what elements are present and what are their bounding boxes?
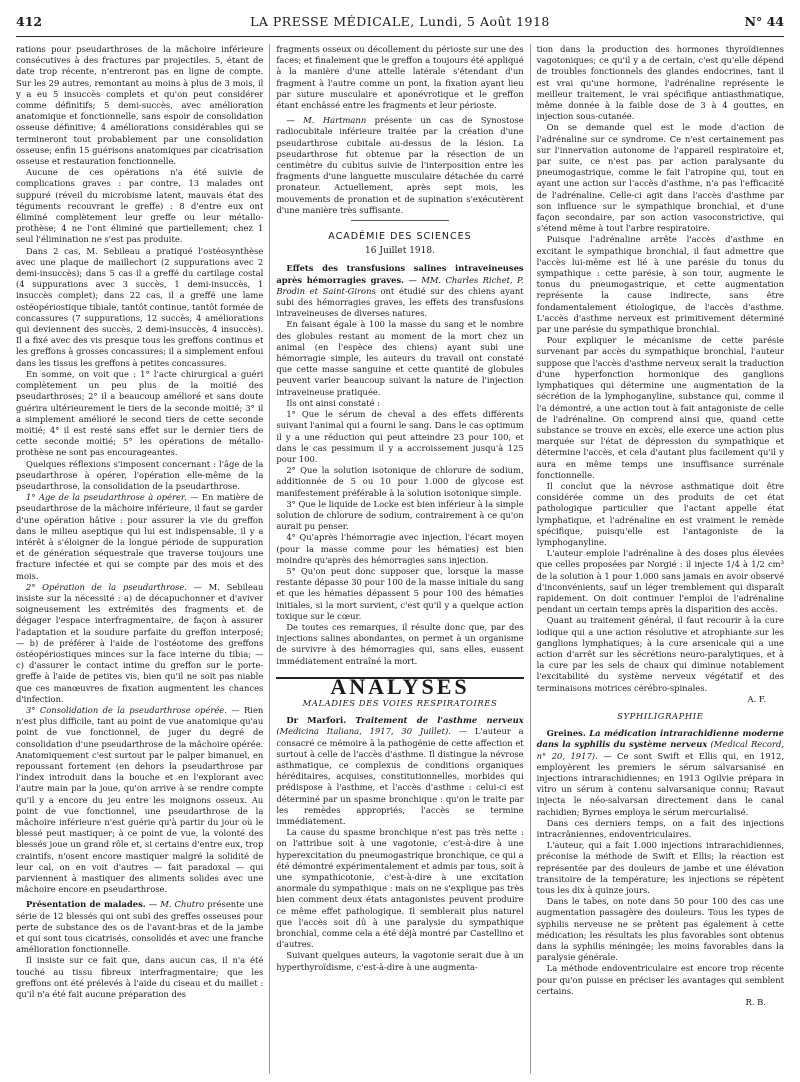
column-right <box>530 44 784 1074</box>
paragraph-text: — Rien n'est plus difficile, tant au point de vue anatomique qu'au point de vue fonctionnel, de juger du degré de consolidation d'une pseudarthrose de la mâchoire opérée. Anatomiquement c'est surtout par le palper bimanuel, en repoussant fortement (en dehors la pseudarthrose par l'index introduit dans la bouche et en l'explorant avec l'autre main par la joue, qu'on arrive à se rendre compte qu'il y a encore du jeu entre les moignons osseux. Au point de vue fonctionnel, une pseudarthrose de la mâchoire inférieure n'est guérie qu'à partir du jour où le blessé peut mastiquer; à ce point de vue, la volonté des blessés joue un grand rôle et, si certains d'entre eux, trop craintifs, n'osent encore mastiquer malgré la solidité de leur cal, on en voit d'autres — fait paradoxal — qui parviennent à mastiquer des aliments solides avec une mâchoire encore en pseudarthrose. <box>16 704 264 895</box>
paragraph: 5° Qu'on peut donc supposer que, lorsque la masse restante dépasse 30 pour 100 de la masse initiale du sang et que les hématies dépassent 5 pour 100 des hématies initiales, si la mort survient, c'est qu'il y a quelque action toxique sur le cœur. <box>276 565 524 621</box>
paragraph: Pour expliquer le mécanisme de cette parésie survenant par accès du sympathique bronchial, l'auteur suppose que l'accès d'asthme nerveux serait la traduction d'une hyperfonction hormonique des ganglions lymphatiques qui détermine une augmentation de la sécrétion de la lymphoganyline, substance qui, comme il l'a démontré, a une action tout à fait antagoniste de celle de l'adrénaline. On comprend ainsi que, quand cette substance se trouve en excès, elle exerce une action plus marquée sur l'état de dépression du sympathique et détermine l'accès, et cela d'autant plus facilement qu'il y aura en même temps une insuffisance surrénale fonctionnelle. <box>536 335 784 480</box>
journal-masthead: LA PRESSE MÉDICALE, Lundi, 5 Août 1918 <box>250 14 550 29</box>
paragraph-text: présente une série de 12 blessés qui ont subi des greffes osseuses pour perte de substance des os de l'avant-bras et de la jambe et qui sont tous cicatrisés, consolidés et avec une franche amélioration fonctionnelle. <box>16 899 264 955</box>
paragraph: La cause du spasme bronchique n'est pas très nette : on l'attribue soit à une vagotonie, c'est-à-dire à une hyperexcitation du pneumogastrique bronchique, ce qui a été démontré expérimentalement et admis par tous, soit à une sympathicotonie, c'est-à-dire à une excitation anormale du sympathique : mais on ne s'explique pas très bien comment deux états antagonistes peuvent produire ce même effet pathologique. Il semblerait plus naturel que l'accès soit dû à une paralysie du sympathique bronchial, comme cela a été déjà montré par Castellino et d'autres. <box>276 827 524 950</box>
paragraph: Dans 2 cas, M. Sebileau a pratiqué l'ostéosynthèse avec une plaque de maillechort (2 suppurations avec 2 demi-insuccès); dans 5 cas il a greffé du cartilage costal (4 suppurations avec 3 succès, 1 demi-insuccès, 1 insuccès complet); dans 22 cas, il a greffé une lame ostéopériostique tibiale, tantôt continue, tantôt formée de concassures (7 suppurations, 12 succès, 4 améliorations qui deviennent des succès, 2 demi-insuccès, 4 insuccès). Il a fixé avec des vis presque tous les greffons continus et les greffons à grosses concassures; il a simplement enfoui dans les tissus les greffons à petites concassures. <box>16 245 264 368</box>
paragraph: fragments osseux ou décollement du périoste sur une des faces; et finalement que le greffon a toujours été appliqué à la manière d'une attelle latérale s'étendant d'un fragment à l'autre comme un pont, la fixation ayant lieu par suture musculaire et aponévrotique et le greffon étant enchâssé entre les fragments et leur périoste. <box>276 44 524 111</box>
paragraph <box>537 728 784 818</box>
section-title: ACADÉMIE DES SCIENCES <box>328 231 472 243</box>
text-columns <box>16 44 784 1074</box>
paragraph: Puisque l'adrénaline arrête l'accès d'asthme en excitant le sympathique bronchial, il faut admettre que l'accès lui-même est lié à une parésie du tonus du sympathique : cette parésie, à son tour, augmente le tonus du pneumogastrique, et cette augmentation représente la cause indirecte, sans être fondamentalement étiologique, de l'accès d'asthme. L'accès d'asthme nerveux est primitivement déterminé par une parésie du sympathique bronchial. <box>536 234 784 335</box>
paragraph: L'auteur emploie l'adrénaline à des doses plus élevées que celles proposées par Norgié : il injecte 1/4 à 1/2 cm³ de la solution à 1 pour 1.000 sans jamais en avoir observé d'inconvénients, sauf un léger tremblement qui disparaît rapidement. On doit continuer l'emploi de l'adrénaline pendant un certain temps après la disparition des accès. <box>536 548 784 615</box>
column-middle <box>269 44 523 1074</box>
author-name: — M. Hartmann <box>286 115 367 126</box>
paragraph: rations pour pseudarthroses de la mâchoire inférieure consécutives à des fractures par projectiles. 5, étant de date trop récente, n'entreront pas en ligne de compte. Sur les 29 autres, remontant au moins à plus de 3 mois, il y a eu 5 insuccès complets et qu'on peut considérer comme définitifs; 5 demi-succès, avec amélioration anatomique et fonctionnelle, sans espoir de consolidation osseuse définitive; 4 améliorations considérables qui se termineront tout probablement par une consolidation osseuse; enfin 15 guérisons anatomiques par cicatrisation osseuse et restauration fonctionnelle. <box>16 44 264 167</box>
paragraph <box>16 705 263 895</box>
article-title: La médication intrarachidienne moderne dans la syphilis du système nerveux <box>536 728 784 750</box>
paragraph: Quant au traitement général, il faut recourir à la cure iodique qui a une action résolutive et atrophiante sur les ganglions lymphatiques; à la cure arsenicale qui a une action d'arrêt sur les sécrétions neuro-paralytiques, et à la cure par les sels de chaux qui diminue notablement l'excitabilité du système nerveux végétatif et des terminaisons motrices cérébro-spinales. <box>536 615 784 693</box>
author-name: Greines. <box>546 728 586 739</box>
section-date: 16 Juillet 1918. <box>365 246 435 257</box>
citation: (Medical Record, n° 20, 1917). <box>536 739 784 761</box>
signature: A. F. <box>747 693 766 704</box>
issue-number: N° 44 <box>744 14 784 29</box>
paragraph: Quelques réflexions s'imposent concernant : l'âge de la pseudarthrose à opérer, l'opération elle-même de la pseudarthrose, la consolidation de la pseudarthrose. <box>16 458 264 491</box>
paragraph-text: présente un cas de Synostose radiocubitale inférieure traitée par la création d'une pseudarthrose cubitale au-dessus de la lésion. La pseudarthrose fut obtenue par la résection de un centimètre du cubitus suivie de l'interposition entre les fragments d'une languette musculaire détachée du carré pronateur. Actuellement, après sept mois, les mouvements de pronation et de supination s'exécutèrent d'une manière très suffisante. <box>276 115 524 215</box>
subsection-title: 2° Opération de la pseudarthrose. <box>26 581 187 592</box>
paragraph <box>16 899 263 955</box>
paragraph: Dans ces derniers temps, on a fait des injections intracrâniennes, endoventriculaires. <box>536 817 784 840</box>
paragraph: En somme, on voit que : 1° l'acte chirurgical a guéri complètement un peu plus de la moitié des pseudarthroses; 2° il a beaucoup amélioré et sans doute guérira ultérieurement le tiers de la seconde moitié; 3° il a simplement amélioré le second tiers de cette seconde moitié; 4° il est resté sans effet sur le dernier tiers de cette seconde moitié; 5° les opérations de métallo-prothèse ne sont pas encourageantes. <box>16 368 264 458</box>
journal-title: LA PRESSE MÉDICALE <box>250 14 411 29</box>
signature: R. B. <box>745 997 766 1008</box>
paragraph: Dans le tabes, on note dans 50 pour 100 des cas une augmentation passagère des douleurs. Tous les types de syphilis nerveuse ne se prêtent pas également à cette médication; les résultats les plus favorables sont obtenus dans la syphilis méningée; les moins favorables dans la paralysie générale. <box>536 896 784 963</box>
paragraph: Il insiste sur ce fait que, dans aucun cas, il n'a été touché au tissu fibreux interfragmentaire; que les greffons ont été prélevés à l'aide du ciseau et du maillet : qu'il n'a été fait aucune préparation des <box>16 955 264 1000</box>
article-title: Présentation de malades. <box>26 899 146 910</box>
column-left <box>16 44 263 1074</box>
paragraph: Suivant quelques auteurs, la vagotonie serait due à un hyperthyroïdisme, c'est-à-dire à une augmenta- <box>276 950 524 972</box>
author-names: — MM. Charles Richet, P. Brodin et Saint-Girons <box>276 274 524 296</box>
page-header <box>16 14 784 37</box>
paragraph <box>276 715 523 827</box>
paragraph-text: ont étudié sur des chiens ayant subi des hémorragies graves, les effets des transfusions intraveineuses de diverses natures. <box>276 285 524 319</box>
rubric-heading: MALADIES DES VOIES RESPIRATOIRES <box>302 697 498 708</box>
article-title: Effets des transfusions salines intraveineuses après hémorragies graves. <box>276 263 524 285</box>
paragraph: En faisant égale à 100 la masse du sang et le nombre des globules restant au moment de la mort chez un animal (en l'espèce des chiens) ayant subi une hémorragie simple, les auteurs du travail ont constaté que cette masse sanguine et cette quantité de globules peuvent varier beaucoup suivant la nature de l'injection intraveineuse pratiquée. <box>276 319 524 397</box>
author-name: — M. Chutro <box>145 899 205 910</box>
paragraph: Aucune de ces opérations n'a été suivie de complications graves : par contre, 13 malades ont suppuré (réveil du microbisme latent, mauvais état des téguments recouvrant le greffe) : 8 d'entre eux ont éliminé complètement leur greffe ou leur métallo-prothèse; 4 ne l'ont éliminé que partiellement; chez 1 seul l'élimination ne s'est pas produite. <box>16 167 264 245</box>
article-title: Traitement de l'asthme nerveux <box>346 715 524 726</box>
paragraph-text: — M. Sebileau insiste sur la nécessité : a) de décapuchonner et d'aviver soigneusement les extrémités des fragments et de dégager l'espace interfragmentaire, de façon à assurer l'adaptation et la soudure parfaite du greffon interposé; — b) de préférer à l'aide de l'ostéotome des greffons ostéopériostiques minces sur la face interne du tibia; — c) d'assurer le contact intime du greffon sur le porte-greffe à l'aide de petites vis, bien qu'il ne soit pas niable que ces manœuvres de fixation augmentent les chances d'infection. <box>16 581 264 704</box>
subsection-title: 3° Consolidation de la pseudarthrose opérée. <box>26 704 227 715</box>
rubric-heading: SYPHILIGRAPHIE <box>617 710 704 721</box>
paragraph-text: — Ce sont Swift et Ellis qui, en 1912, employèrent les premiers le sérum salvarsanisé en injections intrarachidiennes; en 1913 Ogilvie prépara in vitro un sérum à contenu salvarsanique connu; Ravaut injecta le néo-salvarsan directement dans le canal rachidien; Byrnes employa le sérum mercurialisé. <box>536 750 784 817</box>
paragraph <box>276 115 523 216</box>
paragraph: 4° Qu'après l'hémorragie avec injection, l'écart moyen (pour la masse comme pour les hématies) est bien moindre qu'après des hémorragies sans injection. <box>276 532 524 565</box>
citation: (Medicina Italiana, 1917, 30 Juillet). <box>276 726 451 737</box>
paragraph: Il conclut que la névrose asthmatique doit être considérée comme un des produits de cet état pathologique particulier que l'actant appelle état lymphatique, et l'adrénaline en est vraiment le remède spécifique, puisqu'elle est l'antagoniste de la lymphoganyline. <box>536 480 784 547</box>
paragraph: Ils ont ainsi constaté : <box>286 397 381 408</box>
paragraph: tion dans la production des hormones thyroïdiennes vagotoniques; ce qu'il y a de certain, c'est qu'elle dépend de troubles fonctionnels des glandes endocrines, tant il est vrai qu'une hormone, l'adrénaline représente le meilleur traitement, le vrai spécifique antiasthmatique, même donnée à la faible dose de 3 à 4 gouttes, en injection sous-cutanée. <box>536 44 784 122</box>
paragraph: De toutes ces remarques, il résulte donc que, par des injections salines abondantes, on permet à un organisme de survivre à des hémorragies qui, sans elles, eussent immédiatement entraîné la mort. <box>276 621 524 666</box>
paragraph-text: — L'auteur a consacré ce mémoire à la pathogénie de cette affection et surtout à celle de l'accès d'asthme. Il distingue la névrose asthmatique, ce complexus de conditions organiques héréditaires, acquises, constitutionnelles, morbides qui prédispose à l'asthme, et l'accès d'asthme : celui-ci est déterminé par un spasme bronchique : qu'on le traite par les remèdes appropriés, l'accès se termine immédiatement. <box>276 726 524 826</box>
paragraph <box>16 582 263 705</box>
divider <box>351 220 450 221</box>
paragraph: La méthode endoventriculaire est encore trop récente pour qu'on puisse en préciser les avantages qui semblent certains. <box>536 963 784 996</box>
page-number: 412 <box>16 14 43 29</box>
paragraph: 2° Que la solution isotonique de chlorure de sodium, additionnée de 5 ou 10 pour 1.000 de glycose est manifestement préférable à la solution isotonique simple. <box>276 465 524 498</box>
paragraph: 1° Que le sérum de cheval a des effets différents suivant l'animal qui a fourni le sang. Dans le cas optimum il y a une réduction qui peut atteindre 23 pour 100, et dans le cas pessimum il y a accroissement jusqu'à 125 pour 100. <box>276 409 524 464</box>
paragraph: On se demande quel est le mode d'action de l'adrénaline sur ce syndrome. Ce n'est certainement pas sur l'innervation autonome de l'appareil respiratoire et, par suite, ce n'est pas par action paralysante du pneumogastrique, comme le fait l'atropine qui, tout en ayant une action sur l'accès d'asthme, n'a pas l'efficacité de l'adrénaline. Celle-ci agit dans l'accès d'asthme par son influence sur le sympathique bronchial, et d'une façon secondaire, par son action vasoconstrictive, qui s'étend même à tout l'arbre respiratoire. <box>536 122 784 234</box>
paragraph <box>276 263 523 319</box>
analyses-heading: ANALYSES <box>330 673 470 699</box>
paragraph-text: — En matière de pseudarthrose de la mâchoire inférieure, il faut se garder d'une opération hâtive : pour assurer la vie du greffon dans le milieu aseptique qui lui est indispensable, il y a intérêt à s'éloigner de la longue période de suppuration et de génération séquestrale que traverse toujours une fracture infectée et qui se compte par des mois et des mois. <box>16 492 264 581</box>
author-name: Dr Marfori. <box>286 715 347 726</box>
paragraph: 3° Que le liquide de Locke est bien inférieur à la simple solution de chlorure de sodium, contrairement à ce qu'on aurait pu penser. <box>276 498 524 532</box>
paragraph: L'auteur, qui a fait 1.000 injections intrarachidiennes, préconise la méthode de Swift et Ellis; la réaction est représentée par des douleurs de jambe et une élévation transitoire de la température; les injections se répètent tous les dix à quinze jours. <box>536 840 784 896</box>
paragraph <box>16 492 263 582</box>
subsection-title: 1° Age de la pseudarthrose à opérer. <box>26 492 187 503</box>
issue-date: Lundi, 5 Août 1918 <box>419 14 550 29</box>
